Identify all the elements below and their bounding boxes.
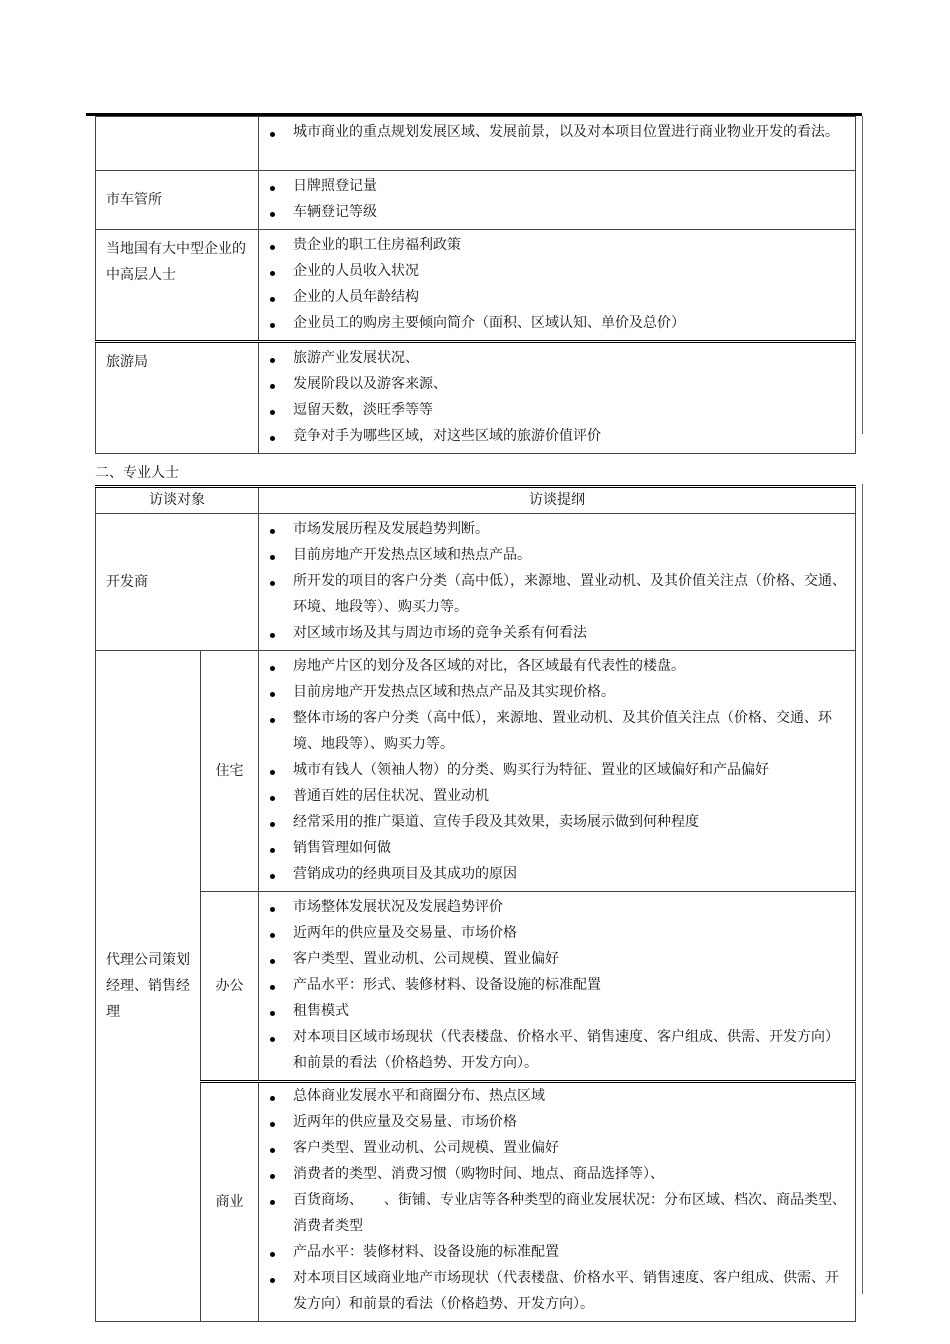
list-item: 营销成功的经典项目及其成功的原因 (293, 861, 847, 887)
row-points-cell (259, 651, 856, 892)
table1-right-edge (862, 116, 863, 434)
row-label-cell: 市车管所 (96, 171, 259, 230)
section-title: 二、专业人士 (95, 465, 179, 481)
list-item: 旅游产业发展状况、 (293, 345, 847, 371)
list-item: 租售模式 (293, 998, 847, 1024)
table-row (96, 514, 856, 651)
list-item: 发展阶段以及游客来源、 (293, 371, 847, 397)
list-item: 总体商业发展水平和商圈分布、热点区域 (293, 1083, 847, 1109)
row-label-cell (96, 117, 259, 171)
list-item: 企业员工的购房主要倾向简介（面积、区域认知、单价及总价） (293, 310, 847, 336)
list-item: 消费者的类型、消费习惯（购物时间、地点、商品选择等）、 (293, 1161, 847, 1187)
list-item: 整体市场的客户分类（高中低），来源地、置业动机、及其价值关注点（价格、交通、环境、地段等）、购买力等。 (293, 705, 847, 757)
row-label-cell: 旅游局 (96, 342, 259, 454)
list-item: 市场整体发展状况及发展趋势评价 (293, 894, 847, 920)
list-item: 目前房地产开发热点区域和热点产品。 (293, 542, 847, 568)
table-row (96, 171, 856, 230)
table-row (96, 1082, 856, 1322)
list-item: 企业的人员收入状况 (293, 258, 847, 284)
bullet-list (259, 171, 855, 229)
row-points-cell (259, 514, 856, 651)
list-item: 销售管理如何做 (293, 835, 847, 861)
list-item: 贵企业的职工住房福利政策 (293, 232, 847, 258)
bullet-list (259, 892, 855, 1080)
list-item: 产品水平：形式、装修材料、设备设施的标准配置 (293, 972, 847, 998)
bullet-list (259, 651, 855, 891)
list-item: 城市商业的重点规划发展区域、发展前景，以及对本项目位置进行商业物业开发的看法。 (293, 119, 847, 145)
list-item: 所开发的项目的客户分类（高中低），来源地、置业动机、及其价值关注点（价格、交通、环境、地段等）、购买力等。 (293, 568, 847, 620)
list-item: 对区域市场及其与周边市场的竞争关系有何看法 (293, 620, 847, 646)
list-item: 普通百姓的居住状况、置业动机 (293, 783, 847, 809)
bullet-list (259, 1083, 855, 1321)
list-item: 竞争对手为哪些区域，对这些区域的旅游价值评价 (293, 423, 847, 449)
list-item: 百货商场、 、街铺、专业店等各种类型的商业发展状况：分布区域、档次、商品类型、消费者类型 (293, 1187, 847, 1239)
bullet-list (259, 230, 855, 340)
table-row (96, 892, 856, 1082)
subcategory-cell: 办公 (201, 892, 259, 1082)
interview-table-2 (95, 485, 856, 1322)
table-row (96, 230, 856, 342)
list-item: 目前房地产开发热点区域和热点产品及其实现价格。 (293, 679, 847, 705)
list-item: 对本项目区域商业地产市场现状（代表楼盘、价格水平、销售速度、客户组成、供需、开发方向）和前景的看法（价格趋势、开发方向）。 (293, 1265, 847, 1317)
row-label-cell: 开发商 (96, 514, 259, 651)
list-item: 企业的人员年龄结构 (293, 284, 847, 310)
row-points-cell (259, 1082, 856, 1322)
list-item: 车辆登记等级 (293, 199, 847, 225)
list-item: 产品水平：装修材料、设备设施的标准配置 (293, 1239, 847, 1265)
list-item: 客户类型、置业动机、公司规模、置业偏好 (293, 1135, 847, 1161)
list-item: 房地产片区的划分及各区域的对比，各区域最有代表性的楼盘。 (293, 653, 847, 679)
bullet-list (259, 343, 855, 453)
row-points-cell (259, 171, 856, 230)
list-item: 市场发展历程及发展趋势判断。 (293, 516, 847, 542)
row-label-cell: 当地国有大中型企业的中高层人士 (96, 230, 259, 342)
row-points-cell (259, 892, 856, 1082)
bullet-list (259, 514, 855, 650)
list-item: 日牌照登记量 (293, 173, 847, 199)
subcategory-cell: 住宅 (201, 651, 259, 892)
interview-table-1 (95, 116, 856, 454)
header-interviewee: 访谈对象 (96, 487, 259, 514)
table-row (96, 342, 856, 454)
list-item: 城市有钱人（领袖人物）的分类、购买行为特征、置业的区域偏好和产品偏好 (293, 757, 847, 783)
list-item: 对本项目区域市场现状（代表楼盘、价格水平、销售速度、客户组成、供需、开发方向）和前景的看法（价格趋势、开发方向）。 (293, 1024, 847, 1076)
row-points-cell (259, 230, 856, 342)
agency-label-cell: 代理公司策划经理、销售经理 (96, 651, 201, 1322)
row-points-cell (259, 117, 856, 171)
list-item: 客户类型、置业动机、公司规模、置业偏好 (293, 946, 847, 972)
list-item: 近两年的供应量及交易量、市场价格 (293, 1109, 847, 1135)
table2-right-edge (862, 484, 863, 1294)
bullet-list (259, 117, 855, 149)
subcategory-cell: 商业 (201, 1082, 259, 1322)
table-header-row (96, 487, 856, 514)
table-row (96, 117, 856, 171)
header-outline: 访谈提纲 (259, 487, 856, 514)
list-item: 经常采用的推广渠道、宣传手段及其效果，卖场展示做到何种程度 (293, 809, 847, 835)
table-row (96, 651, 856, 892)
list-item: 近两年的供应量及交易量、市场价格 (293, 920, 847, 946)
row-points-cell (259, 342, 856, 454)
list-item: 逗留天数，淡旺季等等 (293, 397, 847, 423)
